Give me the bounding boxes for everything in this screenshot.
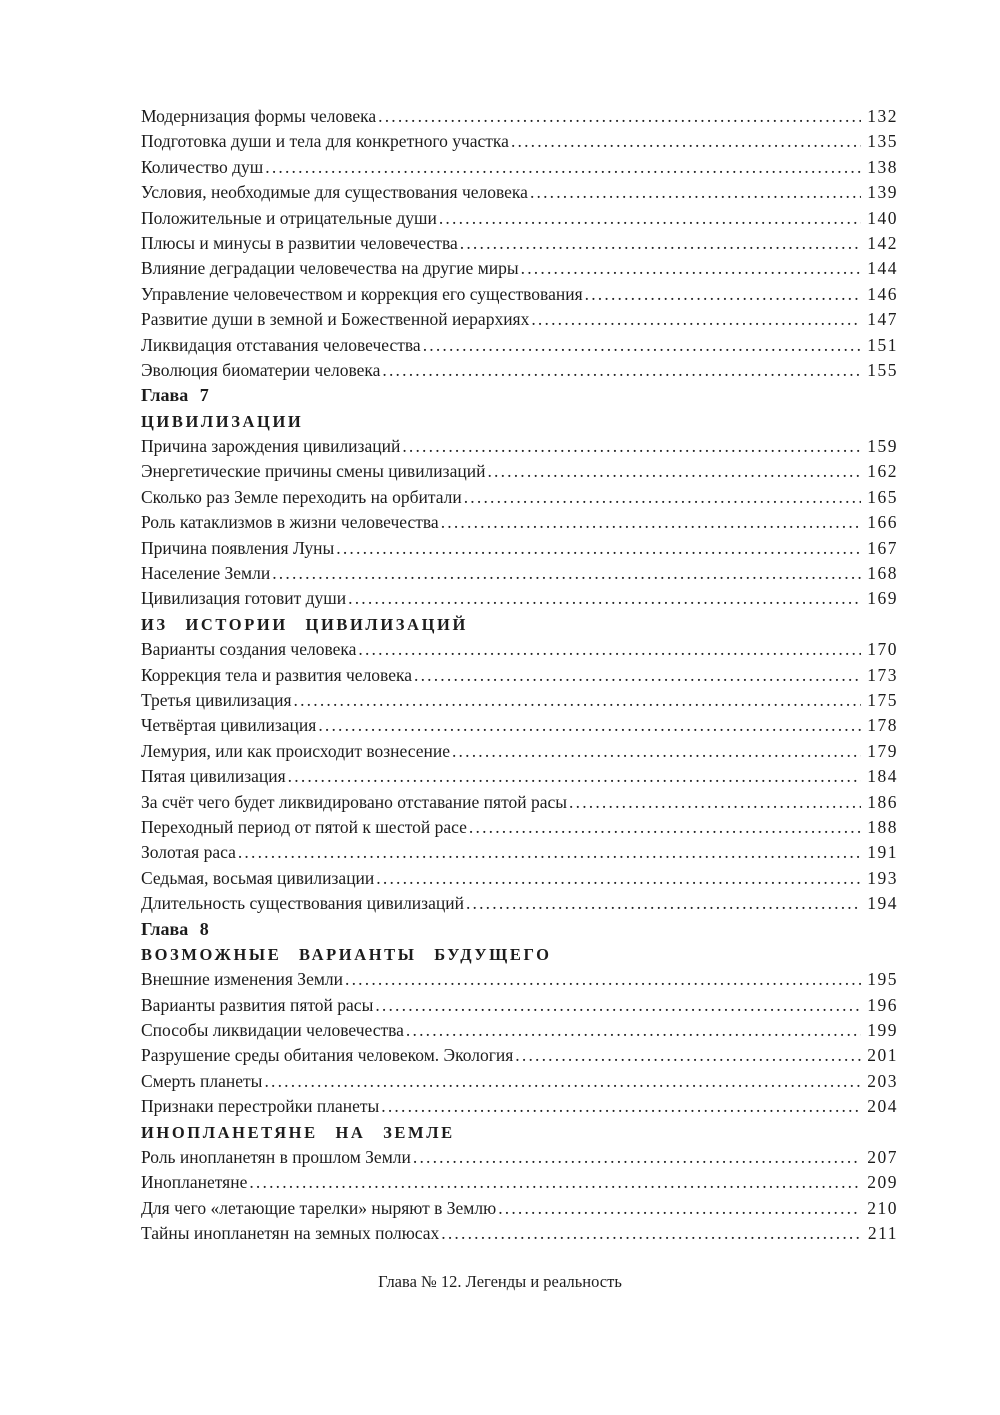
dot-leader xyxy=(521,256,862,281)
dot-leader xyxy=(238,840,861,865)
toc-entry xyxy=(141,1196,898,1221)
toc-entry-page: 142 xyxy=(867,232,898,253)
toc-entry-page: 193 xyxy=(867,867,898,888)
toc-entry-page: 201 xyxy=(867,1045,898,1066)
toc-entry xyxy=(141,764,898,789)
toc-entry-title: Для чего «летающие тарелки» ныряют в Землю xyxy=(141,1197,497,1218)
toc-entry-page: 168 xyxy=(867,563,898,584)
toc-entry-title: Сколько раз Земле переходить на орбитали xyxy=(141,486,462,507)
dot-leader xyxy=(272,561,861,586)
toc-entry-title: Способы ликвидации человечества xyxy=(141,1020,404,1041)
toc-entry-title: Тайны инопланетян на земных полюсах xyxy=(141,1223,440,1244)
toc-entry-title: Подготовка души и тела для конкретного участка xyxy=(141,131,509,152)
toc-entry xyxy=(141,840,898,865)
toc-entry xyxy=(141,866,898,891)
toc-entry xyxy=(141,967,898,992)
toc-entry-page: 173 xyxy=(867,664,898,685)
toc-entry-title: Четвёртая цивилизация xyxy=(141,715,317,736)
dot-leader xyxy=(402,434,861,459)
toc-entry-page: 159 xyxy=(867,436,898,457)
dot-leader xyxy=(511,129,861,154)
toc-entry-page: 169 xyxy=(867,588,898,609)
toc-section-heading: ИЗ ИСТОРИИ ЦИВИЛИЗАЦИЙ xyxy=(141,614,468,634)
dot-leader xyxy=(460,231,861,256)
toc-entry-title: Ликвидация отставания человечества xyxy=(141,334,421,355)
toc-entry xyxy=(141,1094,898,1119)
toc-section-heading: ЦИВИЛИЗАЦИИ xyxy=(141,411,304,431)
dot-leader xyxy=(358,637,861,662)
toc-entry-title: Управление человечеством и коррекция его существования xyxy=(141,283,583,304)
toc-entry-title: Причина появления Луны xyxy=(141,537,335,558)
toc-entry-title: Энергетические причины смены цивилизаций xyxy=(141,461,486,482)
dot-leader xyxy=(530,180,861,205)
toc-entry-page: 138 xyxy=(867,156,898,177)
dot-leader xyxy=(515,1043,861,1068)
dot-leader xyxy=(498,1196,861,1221)
toc-entry-page: 186 xyxy=(867,791,898,812)
dot-leader xyxy=(487,459,861,484)
toc-entry-page: 140 xyxy=(867,207,898,228)
dot-leader xyxy=(441,1221,862,1246)
dot-leader xyxy=(406,1018,861,1043)
dot-leader xyxy=(452,739,861,764)
toc-entry-page: 207 xyxy=(867,1147,898,1168)
toc-entry xyxy=(141,1043,898,1068)
toc-entry-page: 132 xyxy=(867,106,898,126)
toc-entry xyxy=(141,1069,898,1094)
toc-entry-title: Признаки перестройки планеты xyxy=(141,1096,380,1117)
toc-entry-title: Пятая цивилизация xyxy=(141,766,286,787)
toc-entry-page: 139 xyxy=(867,182,898,203)
toc-entry xyxy=(141,333,898,358)
dot-leader xyxy=(423,333,862,358)
toc-entry-title: Роль катаклизмов в жизни человечества xyxy=(141,512,439,533)
dot-leader xyxy=(466,891,861,916)
toc-entry-title: Переходный период от пятой к шестой расе xyxy=(141,816,467,837)
dot-leader xyxy=(464,485,862,510)
toc-entry-page: 211 xyxy=(867,1223,898,1244)
dot-leader xyxy=(375,993,861,1018)
toc-entry-page: 184 xyxy=(867,766,898,787)
toc-entry xyxy=(141,358,898,383)
toc-entry-page: 178 xyxy=(867,715,898,736)
dot-leader xyxy=(439,206,861,231)
toc-entry-title: Золотая раса xyxy=(141,842,236,863)
toc-entry xyxy=(141,231,898,256)
toc-entry-page: 199 xyxy=(867,1020,898,1041)
toc-entry-page: 165 xyxy=(867,486,898,507)
dot-leader xyxy=(382,358,861,383)
toc-entry-title: Эволюция биоматерии человека xyxy=(141,359,381,380)
dot-leader xyxy=(348,586,861,611)
toc-entry-title: Условия, необходимые для существования человека xyxy=(141,182,528,203)
toc-entry-page: 179 xyxy=(867,740,898,761)
toc-entry xyxy=(141,739,898,764)
toc-entry-page: 204 xyxy=(867,1096,898,1117)
toc-entry-page: 170 xyxy=(867,639,898,660)
toc-entry-title: Длительность существования цивилизаций xyxy=(141,893,464,914)
dot-leader xyxy=(378,104,861,129)
dot-leader xyxy=(585,282,862,307)
toc-entry-title: Внешние изменения Земли xyxy=(141,969,344,990)
toc-entry xyxy=(141,104,898,129)
toc-entry-title: Третья цивилизация xyxy=(141,689,292,710)
toc-entry-page: 155 xyxy=(867,359,898,380)
dot-leader xyxy=(336,536,861,561)
toc-section-heading: ВОЗМОЖНЫЕ ВАРИАНТЫ БУДУЩЕГО xyxy=(141,944,552,964)
toc-entry xyxy=(141,790,898,815)
toc-entry-title: Варианты развития пятой расы xyxy=(141,994,374,1015)
toc-entry-title: Влияние деградации человечества на другие миры xyxy=(141,258,519,279)
toc-entry-title: Количество душ xyxy=(141,156,264,177)
toc-entry-page: 151 xyxy=(867,334,898,355)
toc-entry-title: Плюсы и минусы в развитии человечества xyxy=(141,232,458,253)
toc-entry xyxy=(141,688,898,713)
toc-entry-page: 167 xyxy=(867,537,898,558)
toc-entry xyxy=(141,1170,898,1195)
dot-leader xyxy=(531,307,861,332)
toc-chapter-heading: Глава 8 xyxy=(141,918,209,939)
toc-entry xyxy=(141,282,898,307)
toc-entry xyxy=(141,815,898,840)
toc-section-heading: ИНОПЛАНЕТЯНЕ НА ЗЕМЛЕ xyxy=(141,1122,455,1142)
toc-entry xyxy=(141,993,898,1018)
dot-leader xyxy=(345,967,861,992)
dot-leader xyxy=(249,1170,861,1195)
toc-entry xyxy=(141,891,898,916)
dot-leader xyxy=(264,1069,861,1094)
toc-entry-title: Модернизация формы человека xyxy=(141,106,377,126)
toc-entry xyxy=(141,206,898,231)
dot-leader xyxy=(414,663,861,688)
toc-entry xyxy=(141,586,898,611)
dot-leader xyxy=(265,155,861,180)
toc-entry-page: 146 xyxy=(867,283,898,304)
toc-entry-page: 195 xyxy=(867,969,898,990)
toc-entry xyxy=(141,663,898,688)
toc-entry-title: Развитие души в земной и Божественной иерархиях xyxy=(141,309,530,330)
toc-entry-title: Население Земли xyxy=(141,563,271,584)
dot-leader xyxy=(469,815,861,840)
toc-entry-page: 196 xyxy=(867,994,898,1015)
toc-entry-title: Положительные и отрицательные души xyxy=(141,207,437,228)
toc-entry xyxy=(141,1018,898,1043)
toc-entry-title: Коррекция тела и развития человека xyxy=(141,664,412,685)
toc-entry xyxy=(141,510,898,535)
toc-entry xyxy=(141,485,898,510)
toc-entry xyxy=(141,1221,898,1246)
toc-entry xyxy=(141,561,898,586)
toc-entry-title: Варианты создания человека xyxy=(141,639,357,660)
toc-entry-title: Цивилизация готовит души xyxy=(141,588,347,609)
toc-entry-title: Причина зарождения цивилизаций xyxy=(141,436,401,457)
dot-leader xyxy=(381,1094,861,1119)
toc-entry-page: 194 xyxy=(867,893,898,914)
dot-leader xyxy=(288,764,862,789)
toc-entry xyxy=(141,1145,898,1170)
toc-entry-title: Инопланетяне xyxy=(141,1172,248,1193)
toc-entry xyxy=(141,155,898,180)
toc-entry-page: 144 xyxy=(867,258,898,279)
toc-entry xyxy=(141,180,898,205)
dot-leader xyxy=(413,1145,861,1170)
toc-entry xyxy=(141,434,898,459)
page-footer: Глава № 12. Легенды и реальность xyxy=(378,1272,622,1291)
dot-leader xyxy=(294,688,862,713)
toc-entry-page: 210 xyxy=(867,1197,898,1218)
toc-entry xyxy=(141,459,898,484)
toc-entry-title: Лемурия, или как происходит вознесение xyxy=(141,740,450,761)
toc-entry-page: 147 xyxy=(867,309,898,330)
toc-entry-page: 209 xyxy=(867,1172,898,1193)
toc-entry-page: 188 xyxy=(867,816,898,837)
dot-leader xyxy=(441,510,862,535)
toc-list xyxy=(141,104,898,1247)
toc-entry xyxy=(141,713,898,738)
toc-entry-page: 175 xyxy=(867,689,898,710)
toc-entry-page: 135 xyxy=(867,131,898,152)
toc-entry-title: Седьмая, восьмая цивилизации xyxy=(141,867,375,888)
toc-entry-title: За счёт чего будет ликвидировано отставание пятой расы xyxy=(141,791,568,812)
dot-leader xyxy=(376,866,861,891)
toc-entry xyxy=(141,536,898,561)
toc-chapter-heading: Глава 7 xyxy=(141,385,209,406)
dot-leader xyxy=(569,790,861,815)
toc-entry xyxy=(141,129,898,154)
toc-entry xyxy=(141,637,898,662)
toc-entry xyxy=(141,307,898,332)
dot-leader xyxy=(318,713,861,738)
toc-entry-page: 166 xyxy=(867,512,898,533)
toc-entry xyxy=(141,256,898,281)
toc-entry-page: 191 xyxy=(867,842,898,863)
toc-entry-title: Смерть планеты xyxy=(141,1070,263,1091)
toc-entry-title: Роль инопланетян в прошлом Земли xyxy=(141,1147,411,1168)
toc-entry-page: 162 xyxy=(867,461,898,482)
toc-entry-title: Разрушение среды обитания человеком. Экология xyxy=(141,1045,514,1066)
toc-entry-page: 203 xyxy=(867,1070,898,1091)
